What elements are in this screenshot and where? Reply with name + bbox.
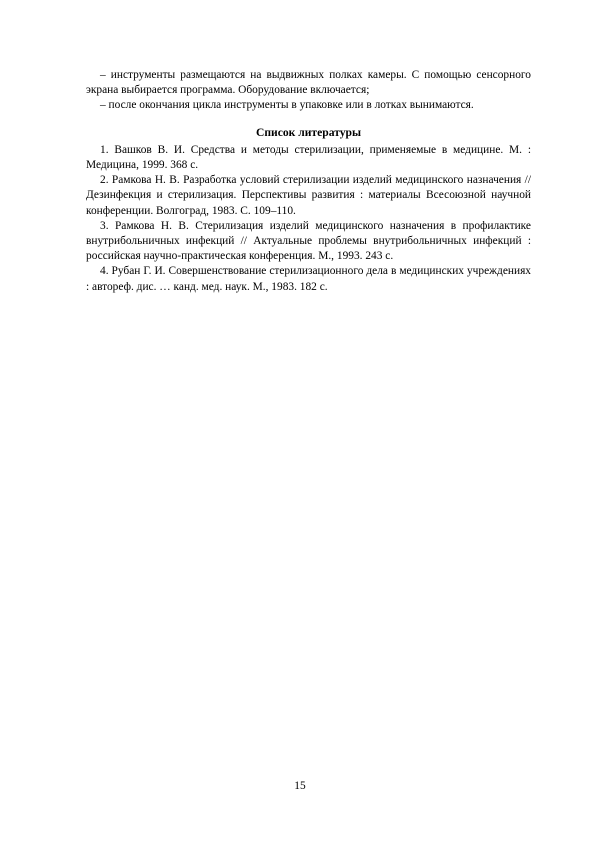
- reference-item: 4. Рубан Г. И. Совершенствование стерилизационного дела в медицинских учреждениях : автореф. дис. … канд. мед. наук. М., 1983. 182 с.: [86, 265, 531, 293]
- reference-item: 1. Вашков В. И. Средства и методы стерилизации, применяемые в медицине. М. : Медицина, 1999. 368 с.: [86, 143, 531, 172]
- bullet-item: – после окончания цикла инструменты в упаковке или в лотках вынимаются.: [100, 99, 474, 112]
- document-body: [86, 68, 531, 295]
- references-heading: Список литературы: [255, 125, 362, 139]
- reference-item: 2. Рамкова Н. В. Разработка условий стерилизации изделий медицинского назначения // Дезинфекция и стерилизация. Перспективы развития : материалы Всесоюзной научной конференции. Волгоград, 1983. С. 109–110.: [86, 174, 531, 217]
- reference-item: 3. Рамкова Н. В. Стерилизация изделий медицинского назначения в профилактике внутрибольничных инфекций // Актуальные проблемы внутрибольничных инфекций : российская научно-практическая конференция. М., 1993. 243 с.: [86, 219, 531, 263]
- bullet-item: – инструменты размещаются на выдвижных полках камеры. С помощью сенсорного экрана выбирается программа. Оборудование включается;: [86, 69, 531, 97]
- references-list: [86, 143, 531, 295]
- page-number: 15: [294, 780, 306, 792]
